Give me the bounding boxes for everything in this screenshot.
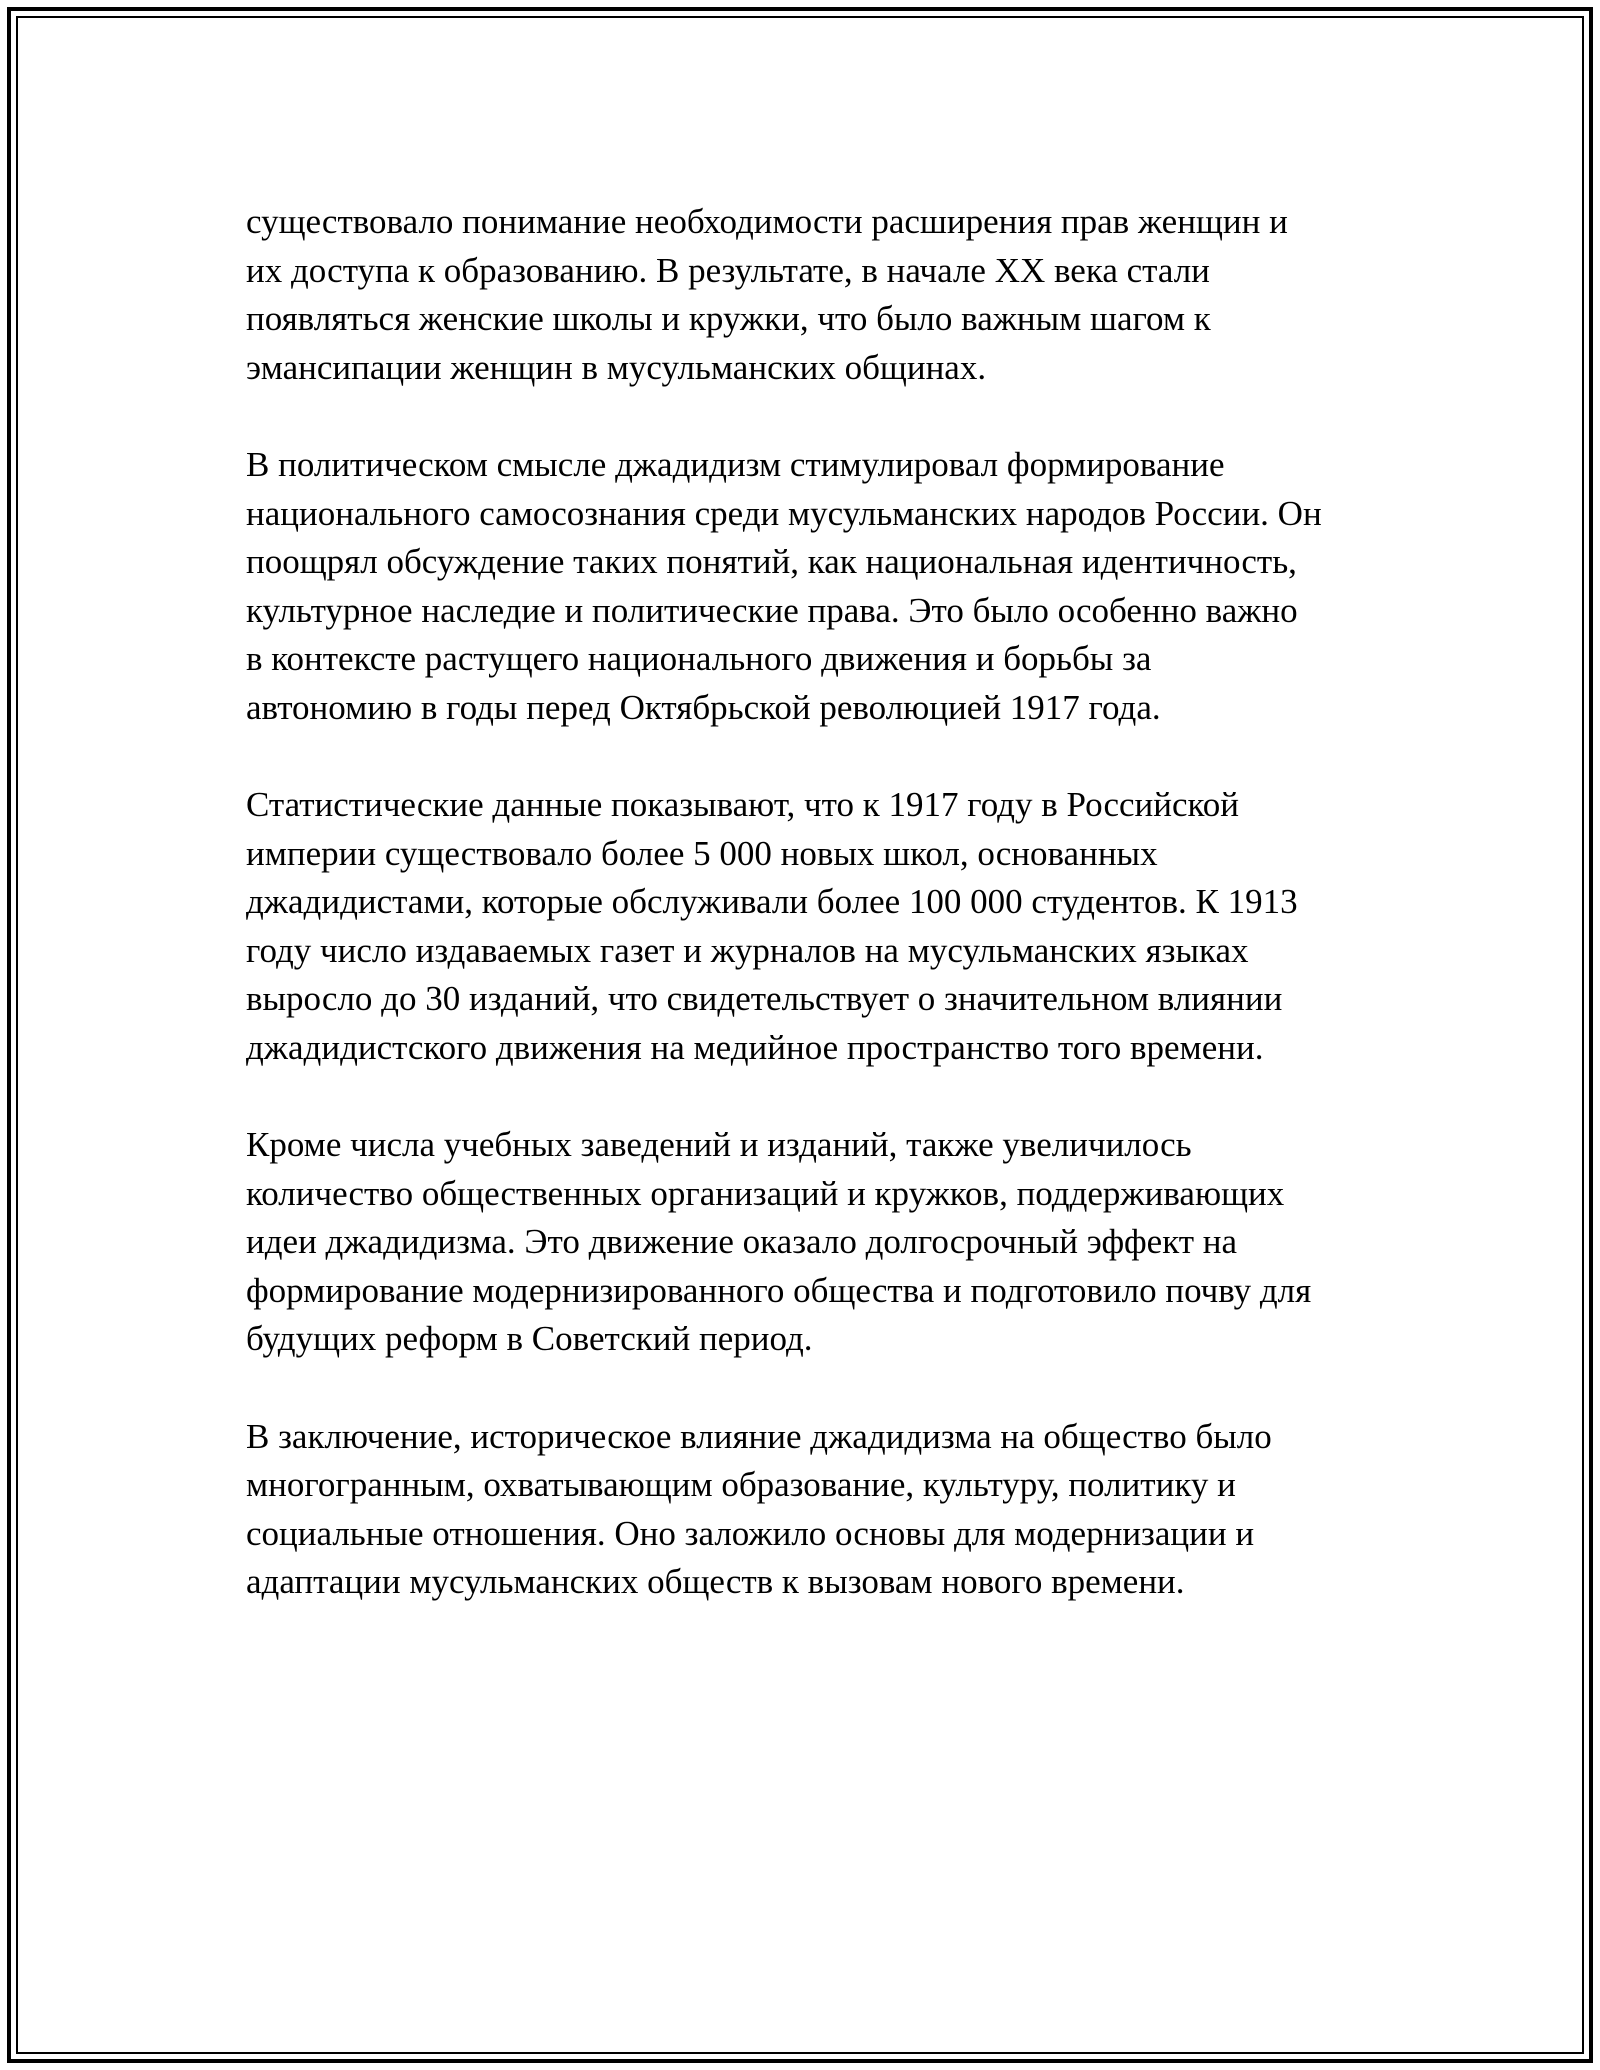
text-line: многогранным, охватывающим образование, культуру, политику и (246, 1465, 1236, 1504)
text-line: поощрял обсуждение таких понятий, как национальная идентичность, (246, 542, 1297, 581)
text-line: выросло до 30 изданий, что свидетельствует о значительном влиянии (246, 979, 1283, 1018)
text-line: их доступа к образованию. В результате, в начале XX века стали (246, 250, 1210, 290)
text-line: году число издаваемых газет и журналов на мусульманских языках (246, 930, 1249, 970)
paragraph-2 (246, 441, 1386, 732)
text-line: будущих реформ в Советский период. (246, 1319, 813, 1358)
text-line: в контексте растущего национального движения и борьбы за (246, 639, 1152, 678)
text-line: автономию в годы перед Октябрьской революцией 1917 года. (246, 687, 1161, 727)
text-line: империи существовало более 5 000 новых школ, основанных (246, 833, 1158, 873)
text-line: эмансипации женщин в мусульманских общинах. (246, 347, 987, 387)
text-line: культурное наследие и политические права. Это было особенно важно (246, 590, 1298, 630)
text-line: В политическом смысле джадидизм стимулировал формирование (246, 445, 1225, 484)
text-line: Кроме числа учебных заведений и изданий, также увеличилось (246, 1125, 1192, 1164)
document-body (246, 198, 1386, 1656)
text-line: Статистические данные показывают, что к 1917 году в Российской (246, 785, 1240, 824)
text-line: количество общественных организаций и кружков, поддерживающих (246, 1173, 1285, 1213)
paragraph-5 (246, 1413, 1386, 1607)
text-line: национального самосознания среди мусульманских народов России. Он (246, 493, 1322, 533)
text-line: джадидистского движения на медийное пространство того времени. (246, 1027, 1264, 1067)
paragraph-4 (246, 1121, 1386, 1364)
page-border (7, 7, 1593, 2063)
text-line: адаптации мусульманских обществ к вызовам нового времени. (246, 1562, 1185, 1601)
text-line: появляться женские школы и кружки, что было важным шагом к (246, 299, 1211, 338)
text-line: формирование модернизированного общества и подготовило почву для (246, 1270, 1312, 1310)
text-line: социальные отношения. Оно заложило основы для модернизации и (246, 1513, 1255, 1553)
paragraph-3 (246, 781, 1386, 1072)
paragraph-1 (246, 198, 1386, 392)
text-line: существовало понимание необходимости расширения прав женщин и (246, 202, 1288, 241)
text-line: идеи джадидизма. Это движение оказало долгосрочный эффект на (246, 1222, 1238, 1261)
text-line: В заключение, историческое влияние джадидизма на общество было (246, 1416, 1272, 1456)
text-line: джадидистами, которые обслуживали более 100 000 студентов. К 1913 (246, 882, 1298, 921)
